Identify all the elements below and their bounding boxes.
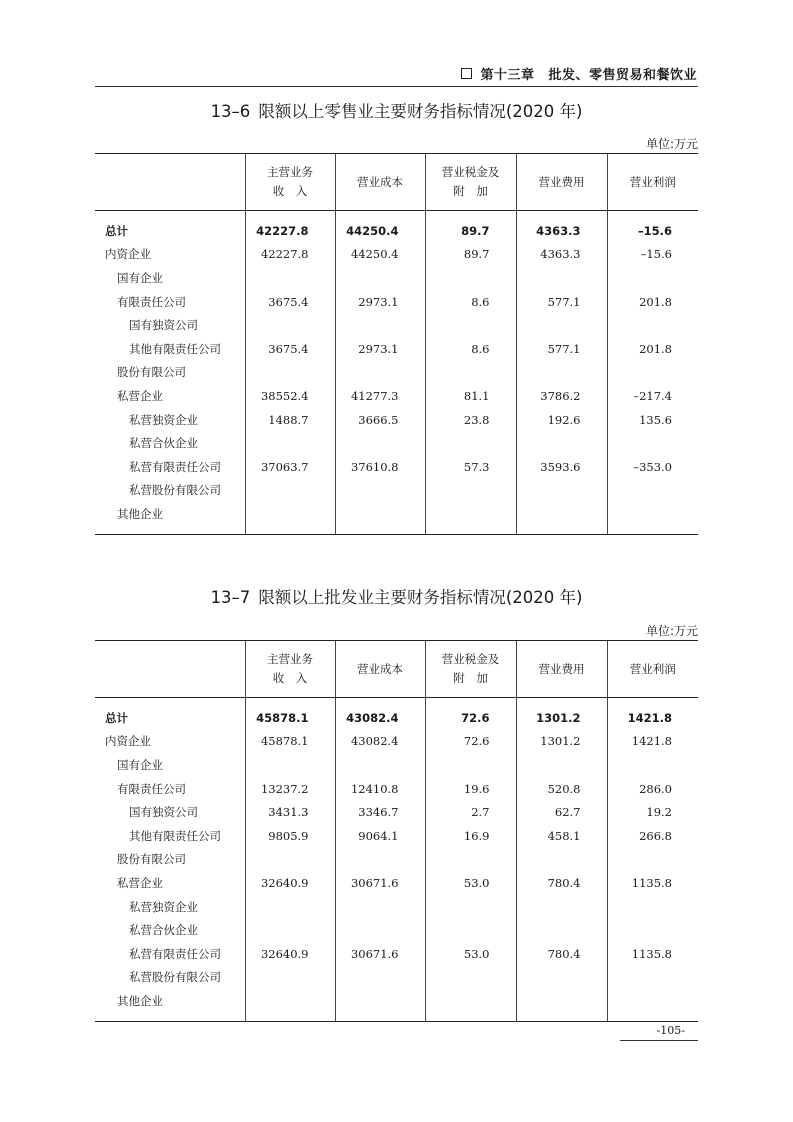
cell-value [425, 431, 516, 455]
cell-value: 53.0 [425, 942, 516, 966]
cell-value [425, 989, 516, 1021]
row-label: 私营有限责任公司 [129, 459, 221, 474]
row-label: 内资企业 [105, 247, 151, 262]
cell-value: 266.8 [607, 824, 698, 848]
cell-value [245, 266, 335, 290]
cell-value [245, 848, 335, 872]
cell-value [425, 479, 516, 503]
cell-value [425, 502, 516, 534]
table-row [95, 800, 698, 824]
table-row [95, 698, 698, 730]
cell-value [335, 895, 425, 919]
row-label: 有限责任公司 [117, 781, 186, 796]
table-row [95, 777, 698, 801]
cell-value [516, 361, 607, 385]
table-row [95, 824, 698, 848]
cell-value: 30671.6 [335, 871, 425, 895]
cell-value: 201.8 [607, 290, 698, 314]
cell-value: 72.6 [425, 698, 516, 730]
cell-value: 89.7 [425, 211, 516, 243]
cell-value [607, 753, 698, 777]
cell-value: –353.0 [607, 455, 698, 479]
cell-value: 62.7 [516, 800, 607, 824]
cell-value [516, 989, 607, 1021]
table2-number: 13–7 [210, 588, 251, 607]
header-rule [95, 86, 698, 87]
cell-value [335, 966, 425, 990]
cell-value: 577.1 [516, 337, 607, 361]
cell-value [245, 431, 335, 455]
cell-value: 43082.4 [335, 698, 425, 730]
table-row [95, 266, 698, 290]
row-label: 私营合伙企业 [129, 923, 198, 938]
table1-header-col: 营业成本 [335, 154, 425, 211]
row-label: 国有独资公司 [129, 318, 198, 333]
running-header [461, 64, 697, 83]
row-label: 国有企业 [117, 757, 163, 772]
row-label: 私营股份有限公司 [129, 970, 221, 985]
row-label: 私营股份有限公司 [129, 483, 221, 498]
cell-value: 577.1 [516, 290, 607, 314]
cell-value [335, 989, 425, 1021]
row-label: 其他有限责任公司 [129, 341, 221, 356]
cell-value [335, 918, 425, 942]
cell-value: 9805.9 [245, 824, 335, 848]
cell-value: 3431.3 [245, 800, 335, 824]
table1-title [95, 98, 698, 122]
chapter-label: 第十三章 [480, 68, 535, 83]
square-bullet-icon [461, 68, 472, 79]
row-label: 私营独资企业 [129, 412, 198, 427]
table2-header-col: 营业费用 [516, 641, 607, 698]
row-label: 总计 [105, 710, 128, 725]
cell-value [245, 918, 335, 942]
row-label: 股份有限公司 [117, 852, 186, 867]
cell-value [516, 431, 607, 455]
cell-value: 4363.3 [516, 243, 607, 267]
cell-value: 19.2 [607, 800, 698, 824]
cell-value: 3786.2 [516, 384, 607, 408]
table2-unit: 单位:万元 [645, 624, 698, 638]
cell-value: 3593.6 [516, 455, 607, 479]
table-row [95, 871, 698, 895]
table1-header-col: 主营业务 收 入 [245, 154, 335, 211]
cell-value: 9064.1 [335, 824, 425, 848]
table-row [95, 753, 698, 777]
table1-header-col: 营业税金及 附 加 [425, 154, 516, 211]
cell-value [425, 313, 516, 337]
table-row [95, 361, 698, 385]
cell-value: 42227.8 [245, 243, 335, 267]
table2 [95, 640, 698, 1022]
table1-body [95, 211, 698, 535]
cell-value [245, 966, 335, 990]
cell-value: 13237.2 [245, 777, 335, 801]
cell-value: 8.6 [425, 290, 516, 314]
cell-value [516, 753, 607, 777]
row-label: 私营企业 [117, 875, 163, 890]
cell-value [516, 848, 607, 872]
row-label: 内资企业 [105, 734, 151, 749]
cell-value: 1301.2 [516, 730, 607, 754]
table1-header-blank [95, 154, 245, 211]
cell-value [245, 753, 335, 777]
cell-value [425, 966, 516, 990]
table1-number: 13–6 [210, 102, 251, 121]
cell-value: 53.0 [425, 871, 516, 895]
cell-value: 2973.1 [335, 290, 425, 314]
table-row [95, 455, 698, 479]
row-label: 私营有限责任公司 [129, 946, 221, 961]
cell-value: 1488.7 [245, 408, 335, 432]
cell-value [607, 266, 698, 290]
cell-value [335, 266, 425, 290]
cell-value [335, 848, 425, 872]
cell-value: 38552.4 [245, 384, 335, 408]
cell-value [335, 361, 425, 385]
row-label: 私营企业 [117, 388, 163, 403]
cell-value: –15.6 [607, 243, 698, 267]
table1-title-text: 限额以上零售业主要财务指标情况(2020 年) [258, 102, 583, 121]
table1 [95, 153, 698, 535]
cell-value: 780.4 [516, 871, 607, 895]
cell-value [607, 895, 698, 919]
cell-value [607, 989, 698, 1021]
cell-value: 23.8 [425, 408, 516, 432]
cell-value: 43082.4 [335, 730, 425, 754]
table-row [95, 243, 698, 267]
cell-value: –217.4 [607, 384, 698, 408]
cell-value: 45878.1 [245, 730, 335, 754]
table-row [95, 895, 698, 919]
cell-value [516, 266, 607, 290]
row-label: 国有独资公司 [129, 805, 198, 820]
cell-value: 1421.8 [607, 730, 698, 754]
cell-value: 520.8 [516, 777, 607, 801]
row-label: 其他有限责任公司 [129, 828, 221, 843]
cell-value: 4363.3 [516, 211, 607, 243]
cell-value [245, 989, 335, 1021]
cell-value [516, 313, 607, 337]
table-row [95, 211, 698, 243]
cell-value: 57.3 [425, 455, 516, 479]
cell-value [516, 502, 607, 534]
cell-value: 1135.8 [607, 942, 698, 966]
cell-value: 780.4 [516, 942, 607, 966]
cell-value: 192.6 [516, 408, 607, 432]
table-row [95, 290, 698, 314]
cell-value: 8.6 [425, 337, 516, 361]
cell-value: 3346.7 [335, 800, 425, 824]
cell-value [607, 502, 698, 534]
table2-header-col: 营业税金及 附 加 [425, 641, 516, 698]
cell-value [245, 361, 335, 385]
cell-value: 81.1 [425, 384, 516, 408]
row-label: 其他企业 [95, 502, 245, 534]
cell-value: 72.6 [425, 730, 516, 754]
cell-value [245, 502, 335, 534]
table2-body [95, 698, 698, 1022]
cell-value [607, 918, 698, 942]
row-label: 其他企业 [95, 989, 245, 1021]
table-row [95, 918, 698, 942]
cell-value [607, 431, 698, 455]
row-label: 股份有限公司 [117, 365, 186, 380]
table2-title-text: 限额以上批发业主要财务指标情况(2020 年) [258, 588, 583, 607]
cell-value: 89.7 [425, 243, 516, 267]
cell-value: 44250.4 [335, 211, 425, 243]
cell-value [516, 479, 607, 503]
cell-value [335, 313, 425, 337]
table2-header-row [95, 641, 698, 698]
row-label: 总计 [105, 223, 128, 238]
table1-unit: 单位:万元 [645, 137, 698, 151]
cell-value: 1135.8 [607, 871, 698, 895]
section-label: 批发、零售贸易和餐饮业 [548, 68, 697, 83]
cell-value [607, 479, 698, 503]
page-number: -105- [656, 1024, 685, 1037]
cell-value: –15.6 [607, 211, 698, 243]
table2-title [95, 584, 698, 608]
cell-value: 41277.3 [335, 384, 425, 408]
cell-value [516, 918, 607, 942]
cell-value: 37610.8 [335, 455, 425, 479]
cell-value: 201.8 [607, 337, 698, 361]
cell-value: 12410.8 [335, 777, 425, 801]
cell-value: 37063.7 [245, 455, 335, 479]
table1-header-col: 营业利润 [607, 154, 698, 211]
table-row [95, 384, 698, 408]
cell-value [607, 313, 698, 337]
cell-value [425, 918, 516, 942]
table-row [95, 966, 698, 990]
cell-value: 19.6 [425, 777, 516, 801]
cell-value: 135.6 [607, 408, 698, 432]
cell-value: 3675.4 [245, 337, 335, 361]
table-row [95, 502, 698, 534]
cell-value [607, 361, 698, 385]
cell-value: 42227.8 [245, 211, 335, 243]
table-row [95, 989, 698, 1021]
cell-value [425, 848, 516, 872]
cell-value [516, 895, 607, 919]
cell-value: 32640.9 [245, 871, 335, 895]
table-row [95, 431, 698, 455]
cell-value: 1421.8 [607, 698, 698, 730]
cell-value: 3666.5 [335, 408, 425, 432]
cell-value: 458.1 [516, 824, 607, 848]
table1-header-row [95, 154, 698, 211]
row-label: 国有企业 [117, 270, 163, 285]
cell-value: 30671.6 [335, 942, 425, 966]
footer-rule [620, 1040, 698, 1041]
cell-value [425, 895, 516, 919]
cell-value [245, 895, 335, 919]
row-label: 私营合伙企业 [129, 436, 198, 451]
table1-header-col: 营业费用 [516, 154, 607, 211]
table-row [95, 337, 698, 361]
table-row [95, 313, 698, 337]
cell-value: 3675.4 [245, 290, 335, 314]
cell-value [335, 753, 425, 777]
cell-value [425, 361, 516, 385]
cell-value [607, 848, 698, 872]
cell-value [607, 966, 698, 990]
cell-value: 44250.4 [335, 243, 425, 267]
cell-value [425, 266, 516, 290]
table2-header-blank [95, 641, 245, 698]
row-label: 有限责任公司 [117, 294, 186, 309]
cell-value: 32640.9 [245, 942, 335, 966]
cell-value: 2.7 [425, 800, 516, 824]
cell-value: 1301.2 [516, 698, 607, 730]
cell-value: 45878.1 [245, 698, 335, 730]
cell-value [245, 479, 335, 503]
cell-value [245, 313, 335, 337]
cell-value: 2973.1 [335, 337, 425, 361]
table-row [95, 479, 698, 503]
cell-value [335, 479, 425, 503]
cell-value [335, 431, 425, 455]
table-row [95, 848, 698, 872]
table-row [95, 942, 698, 966]
table2-header-col: 主营业务 收 入 [245, 641, 335, 698]
cell-value [425, 753, 516, 777]
table-row [95, 730, 698, 754]
table2-header-col: 营业成本 [335, 641, 425, 698]
table2-header-col: 营业利润 [607, 641, 698, 698]
cell-value: 286.0 [607, 777, 698, 801]
row-label: 私营独资企业 [129, 899, 198, 914]
table-row [95, 408, 698, 432]
cell-value: 16.9 [425, 824, 516, 848]
cell-value [516, 966, 607, 990]
cell-value [335, 502, 425, 534]
